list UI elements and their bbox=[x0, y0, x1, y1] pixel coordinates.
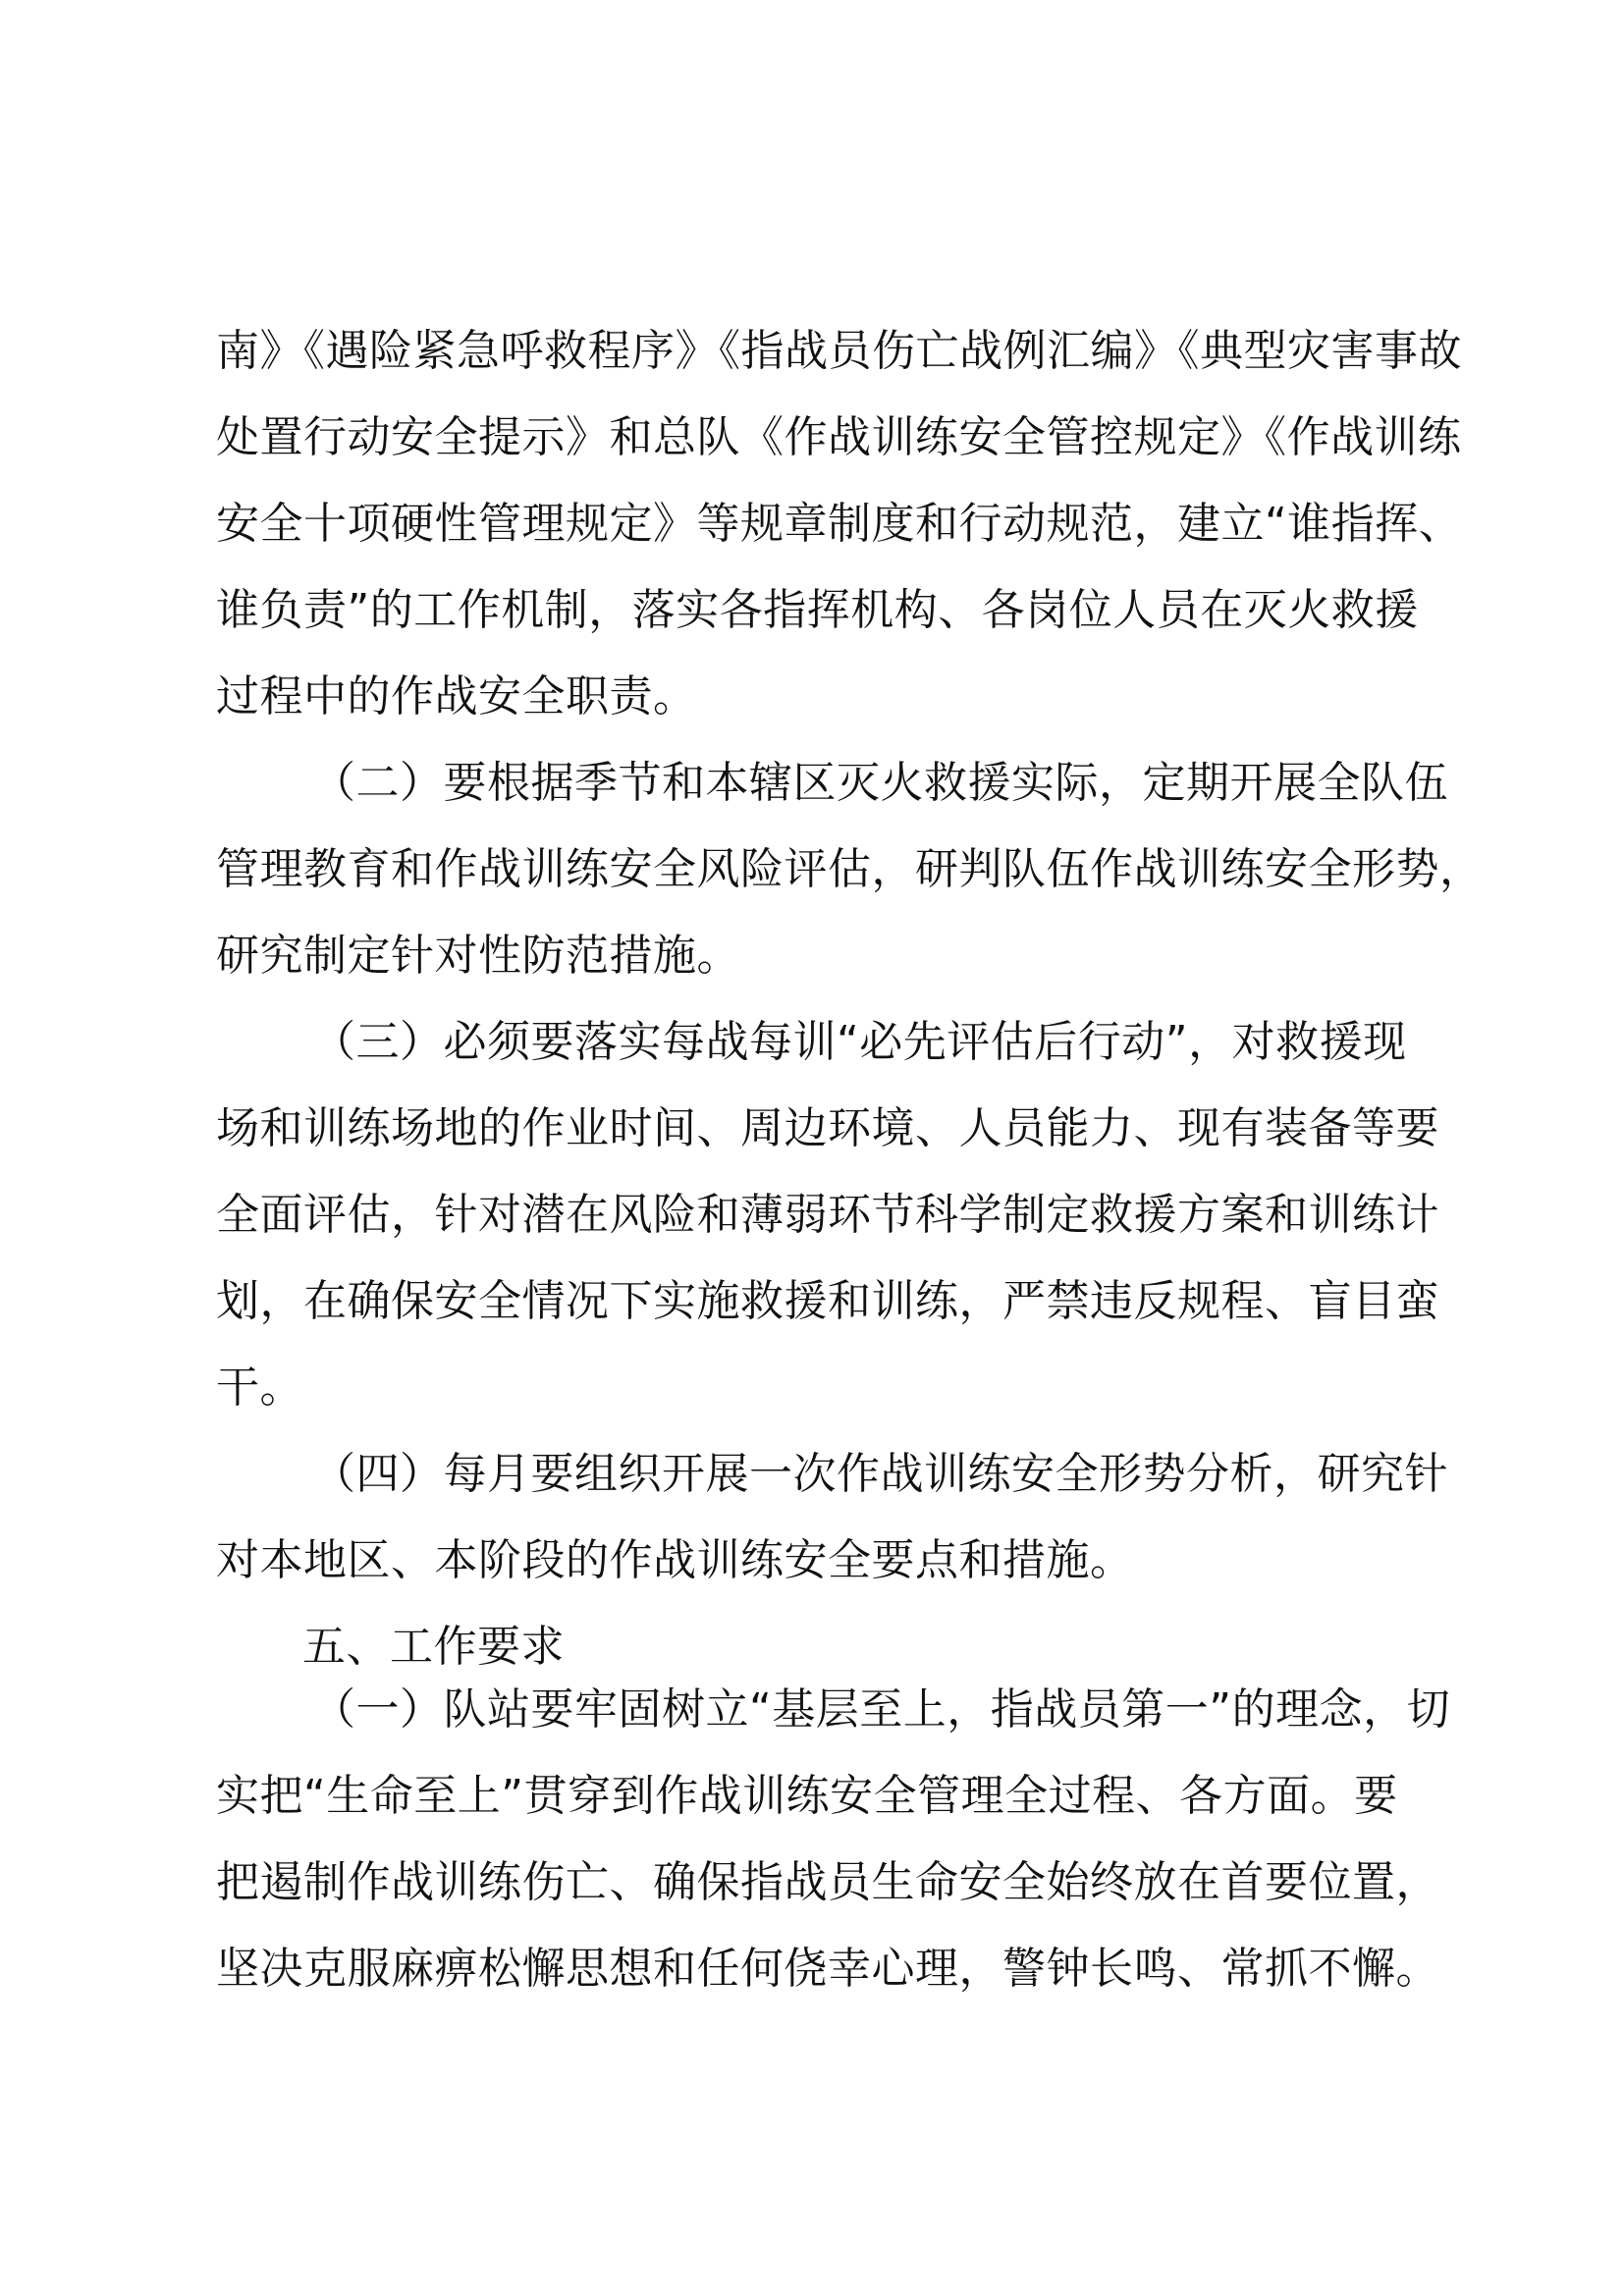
paragraph-5-start: （一）队站要牢固树立“基层至上，指战员第一”的理念，切 bbox=[312, 1684, 1451, 1735]
text-line: 干。 bbox=[216, 1362, 303, 1413]
text-line: 管理教育和作战训练安全风险评估，研判队伍作战训练安全形势， bbox=[216, 844, 1484, 894]
text-line: 实把“生命至上”贯穿到作战训练安全管理全过程、各方面。要 bbox=[216, 1771, 1398, 1821]
paragraph-4-start: （四）每月要组织开展一次作战训练安全形势分析，研究针 bbox=[312, 1449, 1448, 1499]
text-line: 把遏制作战训练伤亡、确保指战员生命安全始终放在首要位置， bbox=[216, 1857, 1439, 1907]
text-line: 处置行动安全提示》和总队《作战训练安全管控规定》《作战训练 bbox=[216, 412, 1462, 462]
text-line: 划，在确保安全情况下实施救援和训练，严禁违反规程、盲目蛮 bbox=[216, 1276, 1439, 1326]
text-line: 全面评估，针对潜在风险和薄弱环节科学制定救援方案和训练计 bbox=[216, 1190, 1439, 1240]
text-line: 过程中的作战安全职责。 bbox=[216, 671, 697, 721]
section-heading: 五、工作要求 bbox=[302, 1622, 565, 1672]
text-line: 安全十项硬性管理规定》等规章制度和行动规范，建立“谁指挥、 bbox=[216, 499, 1463, 549]
text-line: 谁负责”的工作机制，落实各指挥机构、各岗位人员在灭火救援 bbox=[216, 585, 1419, 635]
text-line: 坚决克服麻痹松懈思想和任何侥幸心理，警钟长鸣、常抓不懈。 bbox=[216, 1944, 1439, 1994]
text-line: 研究制定针对性防范措施。 bbox=[216, 931, 740, 981]
text-line: 场和训练场地的作业时间、周边环境、人员能力、现有装备等要 bbox=[216, 1103, 1439, 1153]
text-line: 南》《遇险紧急呼救程序》《指战员伤亡战例汇编》《典型灾害事故 bbox=[216, 326, 1462, 376]
paragraph-3-start: （三）必须要落实每战每训“必先评估后行动”，对救援现 bbox=[312, 1017, 1407, 1067]
paragraph-2-start: （二）要根据季节和本辖区灭火救援实际，定期开展全队伍 bbox=[312, 758, 1448, 808]
text-line: 对本地区、本阶段的作战训练安全要点和措施。 bbox=[216, 1535, 1134, 1585]
